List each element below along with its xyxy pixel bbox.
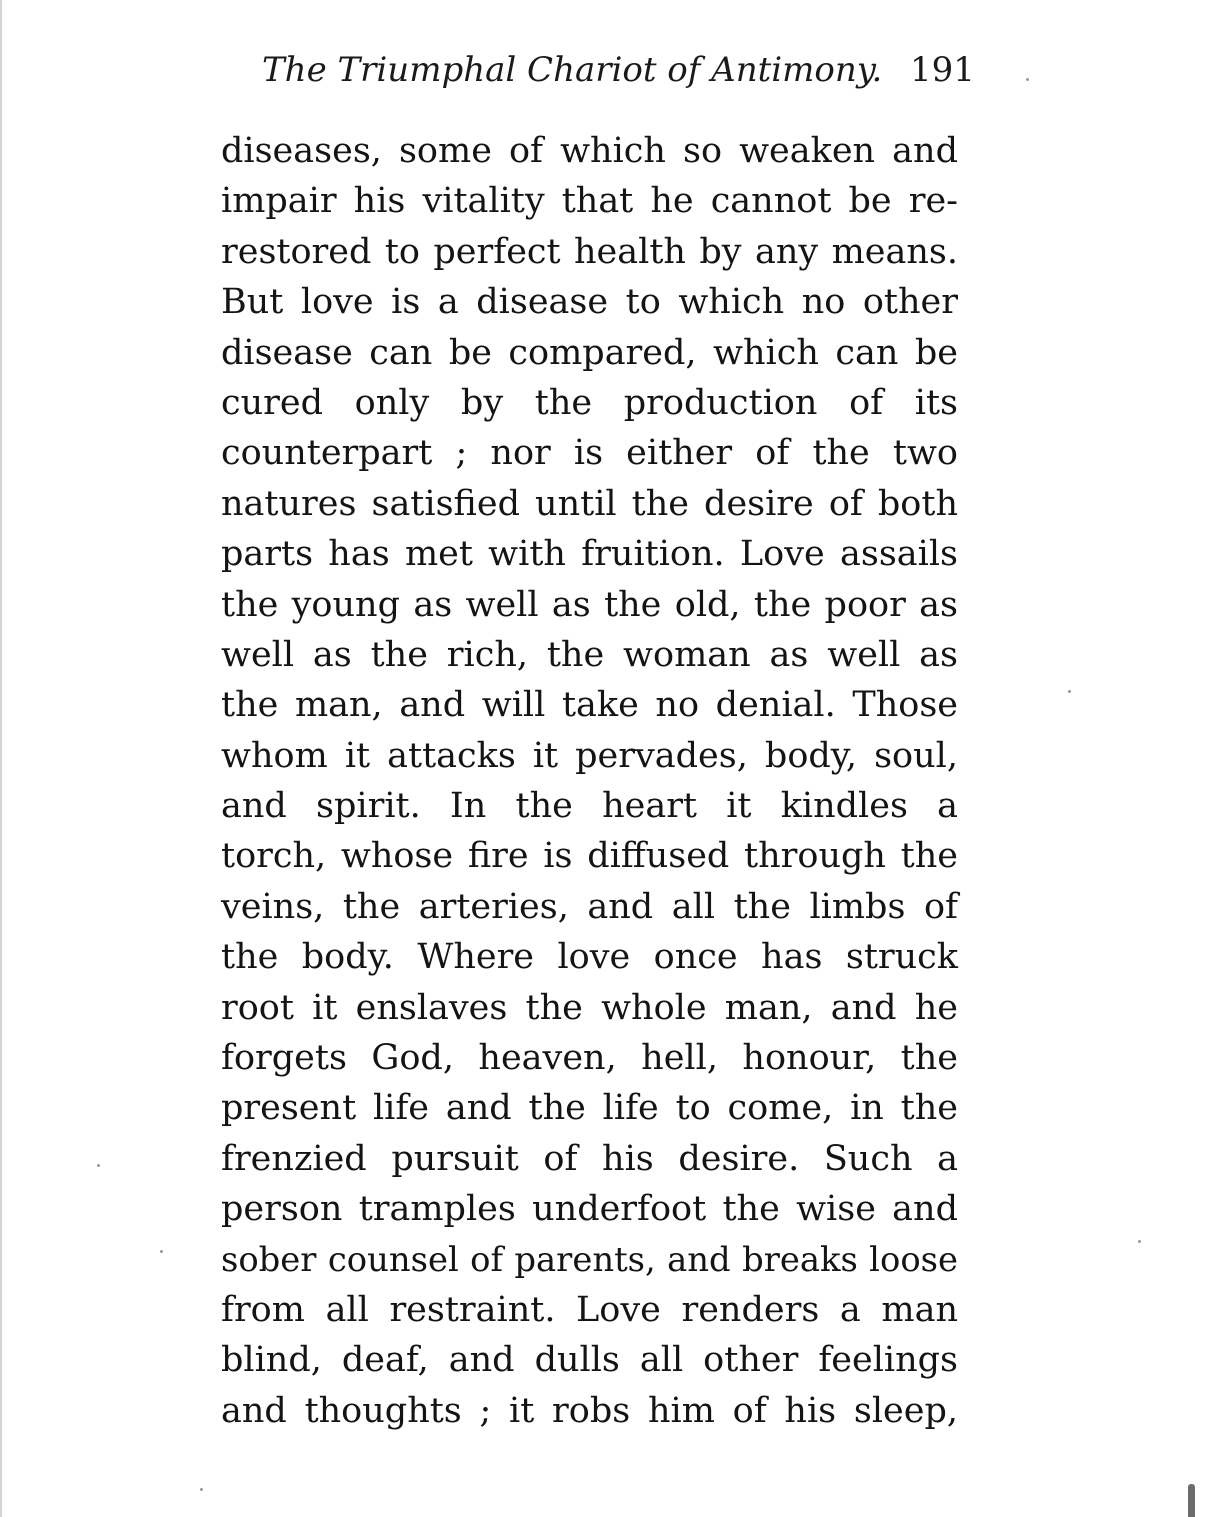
- running-title: The Triumphal Chariot of Antimony.: [262, 50, 883, 90]
- text-line: the man, and will take no denial. Those: [221, 685, 958, 726]
- scrollbar-thumb[interactable]: [1188, 1484, 1195, 1517]
- body-text: [221, 126, 958, 1436]
- text-line: diseases, some of which so weaken and: [221, 131, 958, 171]
- text-line: forgets God, heaven, hell, honour, the: [221, 1038, 958, 1079]
- scan-speck: [1026, 78, 1029, 81]
- text-line: parts has met with fruition. Love assails: [221, 534, 958, 575]
- text-line: from all restraint. Love renders a man: [221, 1289, 958, 1330]
- scan-speck: [1068, 690, 1071, 693]
- text-line: blind, deaf, and dulls all other feelings: [221, 1340, 958, 1381]
- text-line: the body. Where love once has struck: [221, 937, 958, 978]
- page-left-edge: [0, 0, 2, 1517]
- text-line: impair his vitality that he cannot be re-: [221, 181, 958, 222]
- text-line: But love is a disease to which no other: [221, 282, 958, 323]
- text-line: present life and the life to come, in the: [221, 1088, 958, 1129]
- text-line: well as the rich, the woman as well as: [221, 634, 958, 675]
- text-line: the young as well as the old, the poor as: [221, 584, 958, 625]
- text-line: restored to perfect health by any means.: [221, 231, 958, 272]
- text-line: veins, the arteries, and all the limbs of: [221, 886, 958, 927]
- text-line: torch, whose fire is diffused through the: [221, 836, 958, 877]
- page-number: 191: [910, 50, 975, 90]
- scan-speck: [160, 1250, 163, 1253]
- text-line: sober counsel of parents, and breaks loose: [221, 1239, 958, 1279]
- text-line: counterpart ; nor is either of the two: [221, 433, 958, 474]
- text-line: natures satisfied until the desire of both: [221, 483, 958, 524]
- text-line: frenzied pursuit of his desire. Such a: [221, 1138, 958, 1179]
- scan-speck: [200, 1488, 203, 1491]
- text-line: disease can be compared, which can be: [221, 332, 958, 373]
- scan-speck: [97, 1164, 100, 1167]
- scan-speck: [1138, 1240, 1141, 1243]
- text-line: root it enslaves the whole man, and he: [221, 987, 958, 1028]
- text-line: person tramples underfoot the wise and: [221, 1189, 958, 1230]
- text-line: whom it attacks it pervades, body, soul,: [221, 735, 958, 776]
- text-line: and spirit. In the heart it kindles a: [221, 786, 958, 827]
- text-line: and thoughts ; it robs him of his sleep,: [221, 1390, 958, 1431]
- text-line: cured only by the production of its: [221, 382, 958, 423]
- running-header: [262, 50, 975, 102]
